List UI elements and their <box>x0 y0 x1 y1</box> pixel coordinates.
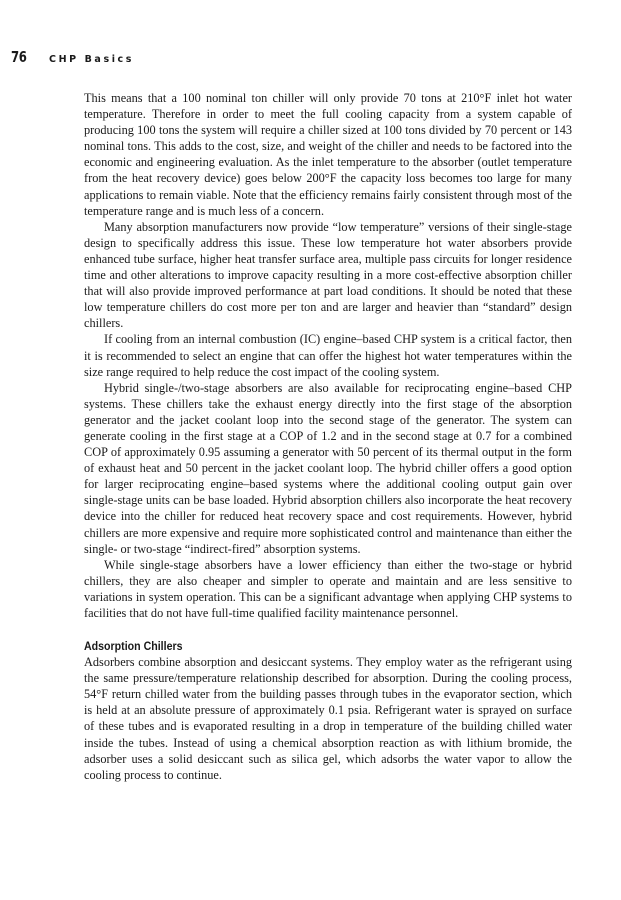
paragraph: Many absorption manufacturers now provide “low temperature” versions of their single-stage design to specifically address this issue. These low temperature hot water absorbers provide enhanced tube surface, higher heat transfer surface area, multiple pass circuits for longer residence time and other alterations to improve capacity resulting in a more cost-effective absorption chiller that will also provide improved performance at part load conditions. It should be noted that these low temperature chillers do cost more per ton and are larger and heavier than “standard” design chillers. <box>84 219 572 331</box>
section-paragraph: Adsorbers combine absorption and desiccant systems. They employ water as the refrigerant using the same pressure/temperature relationship described for absorption. During the cooling process, 54°F return chilled water from the building passes through tubes in the evaporator section, which is held at an absolute pressure of approximately 0.1 psia. Refrigerant water is sprayed on surface of these tubes and is evaporated resulting in a drop in temperature of the building chilled water inside the tubes. Instead of using a chemical absorption reaction as with lithium bromide, the adsorber uses a solid desiccant such as silica gel, which adsorbs the water vapor to allow the cooling process to continue. <box>84 655 572 782</box>
paragraph: Hybrid single-/two-stage absorbers are also available for reciprocating engine–based CHP systems. These chillers take the exhaust energy directly into the first stage of the absorption generator and the jacket coolant loop into the second stage of the generator. The system can generate cooling in the first stage at a COP of 1.2 and in the second stage at 0.7 for a combined COP of approximately 0.95 assuming a generator with 50 percent of its thermal output in the form of exhaust heat and 50 percent in the jacket coolant loop. The hybrid chiller offers a good option for larger reciprocating engine–based systems where the additional cooling output gain over single-stage units can be base loaded. Hybrid absorption chillers also incorporate the heat recovery device into the chiller for reduced heat recovery space and cost requirements. However, hybrid chillers are more expensive and require more sophisticated control and maintenance than either the single- or two-stage “indirect-fired” absorption systems. <box>84 380 572 556</box>
paragraph: This means that a 100 nominal ton chiller will only provide 70 tons at 210°F inlet hot water temperature. Therefore in order to meet the full cooling capacity from a system capable of producing 100 tons the system will require a chiller sized at 100 tons divided by 70 percent or 143 nominal tons. This adds to the cost, size, and weight of the chiller and needs to be factored into the economic and engineering evaluation. As the inlet temperature to the absorber (outlet temperature from the heat recovery device) goes below 200°F the capacity loss becomes too large for many applications to remain viable. Note that the efficiency remains fairly consistent through most of the temperature range and is much less of a concern. <box>84 91 572 218</box>
running-title: CHP Basics <box>49 54 135 65</box>
paragraph: If cooling from an internal combustion (IC) engine–based CHP system is a critical factor, then it is recommended to select an engine that can offer the highest hot water temperatures within the size range required to help reduce the cost impact of the cooling system. <box>84 332 572 379</box>
page-number: 76 <box>11 48 27 66</box>
paragraph: While single-stage absorbers have a lower efficiency than either the two-stage or hybrid chillers, they are also cheaper and simpler to operate and maintain and are less sensitive to variations in system operation. This can be a significant advantage when applying CHP systems to facilities that do not have full-time qualified facility maintenance personnel. <box>84 557 572 620</box>
running-head <box>11 48 134 68</box>
body-text <box>84 90 572 783</box>
section-heading: Adsorption Chillers <box>84 639 183 654</box>
